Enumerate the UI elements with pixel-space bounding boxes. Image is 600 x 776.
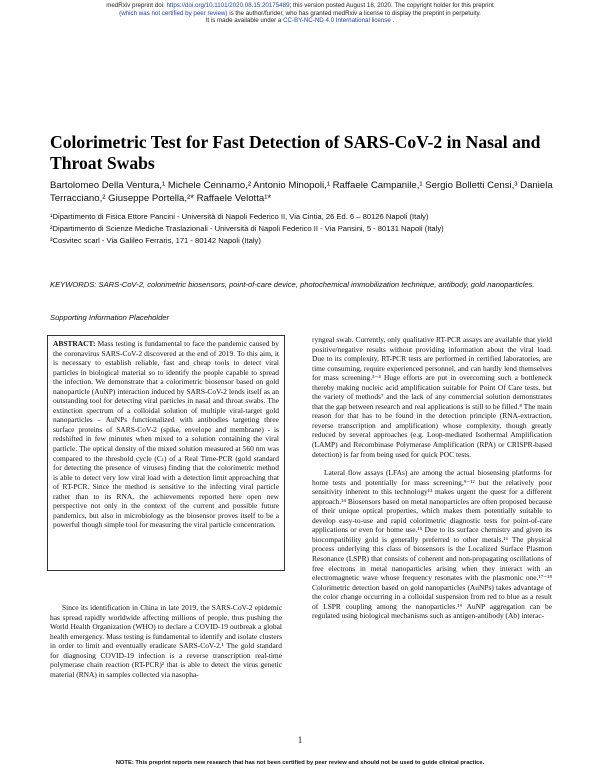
- affiliation-1: ¹Dipartimento di Fisica Ettore Pancini - Università di Napoli Federico II, Via Cintia, 26 Ed. 6 – 80126 Napoli (Italy): [50, 212, 429, 221]
- peer-review-note: (which was not certified by peer review): [119, 9, 228, 17]
- license-link[interactable]: CC-BY-NC-ND 4.0 International license: [283, 17, 391, 25]
- intro-paragraph: Since its identification in China in late 2019, the SARS-CoV-2 epidemic has spread rapidly worldwide affecting millions of people, thus pushing the World Health Organization (WHO) to declare a COVID-19 outbreak a global health emergency. Mass testing is fundamental to identify and isolate clusters in order to limit and eventually eradicate SARS-CoV-2.¹ The gold standard for diagnosing COVID-19 infection is a reverse transcription real-time polymerase chain reaction (RT-PCR)² that is able to detect the virus genetic material (RNA) in samples collected via nasopha-: [50, 603, 282, 679]
- author-list: Bartolomeo Della Ventura,¹ Michele Cennamo,² Antonio Minopoli,¹ Raffaele Campanile,¹ Sergio Bolletti Censi,³ Daniela Terracciano,² Giuseppe Portella,²* Raffaele Velotta¹*: [50, 180, 553, 204]
- page-number: 1: [297, 735, 303, 745]
- footer-note: NOTE: This preprint reports new research that has not been certified by peer review and should not be used to guide clinical practice.: [115, 760, 485, 766]
- affiliation-2: ²Dipartimento di Scienze Mediche Traslazionali - Università di Napoli Federico II - Via Pansini, 5 - 80131 Napoli (Italy): [50, 224, 444, 234]
- affiliation-3: ³Cosvitec scarl - Via Galileo Ferraris, 171 - 80142 Napoli (Italy): [50, 236, 261, 246]
- header-text: It is made available under a: [205, 17, 284, 25]
- header-text: medRxiv preprint doi:: [106, 2, 167, 9]
- header-text: .: [390, 17, 395, 25]
- preprint-header: [0, 2, 600, 25]
- supporting-info-placeholder: Supporting Information Placeholder: [50, 313, 170, 322]
- abstract-box: [47, 335, 285, 571]
- header-text: is the author/funder, who has granted medRxiv a license to display the preprint in perpetuity.: [227, 9, 481, 17]
- left-column: [50, 603, 282, 679]
- abstract-label: ABSTRACT:: [53, 339, 96, 348]
- abstract-text: Mass testing is fundamental to face the pandemic caused by the coronavirus SARS-CoV-2 discovered at the end of 2019. To this aim, it is necessary to establish reliable, fast and cheap tools to detect viral particles in biological material so to identify the people capable to spread the infection. We demonstrate that a colorimetric biosensor based on gold nanoparticle (AuNP) interaction induced by SARS-CoV-2 lends itself as an outstanding tool for detecting viral particles in nasal and throat swabs. The extinction spectrum of a colloidal solution of multiple viral-target gold nanoparticles – AuNPs functionalized with antibodies targeting three surface proteins of SARS-CoV-2 (spike, envelope and membrane) - is redshifted in few minutes when mixed to a solution containing the viral particle. The optical density of the mixed solution measured at 560 nm was compared to the threshold cycle (Cₜ) of a Real Time-PCR (gold standard for detecting the presence of viruses) finding that the colorimetric method is able to detect very low viral load with a detection limit approaching that of RT-PCR. Since the method is sensitive to the infecting viral particle rather than to its RNA, the achievements reported here open new perspective not only in the context of the current and possible future pandemics, but also in microbiology as the biosensor proves itself to be a powerful though simple tool for measuring the viral particle concentration.: [53, 339, 279, 530]
- right-column: [312, 335, 552, 725]
- paragraph-rtpcr: ryngeal swab. Currently, only qualitative RT-PCR assays are available that yield positive/negative results without providing information about the viral load. Due to its complexity, RT-PCR tests are performed in certified laboratories, are time consuming, require experienced personnel, and can hardly lend themselves for mass screening.³⁻⁴ Huge efforts are put in overcoming such a bottleneck thereby making nucleic acid amplification suitable for Point Of Care tests, but the variety of methods⁷ and the lack of any commercial solution demonstrates that the gap between research and real applications is still to be filled.⁸ The main reason for that has to be found in the detection principle (RNA-extraction, reverse transcription and amplification) whose complexity, though greatly reduced by several approaches (e.g. Loop-mediated Isothermal Amplification (LAMP) and Recombinase Polymerase Amplification (RPA) or CRISPR-based detection) is far from being used for quick POC tests.: [312, 335, 552, 459]
- paragraph-lfa: Lateral flow assays (LFAs) are among the actual biosensing platforms for home tests and potentially for mass screening,⁹⁻¹² but the relatively poor sensitivity inherent to this technology¹³ makes urgent the quest for a different approach.¹⁴ Biosensors based on metal nanoparticles are often proposed because of their unique optical properties, which makes them potentially suitable to develop easy-to-use and rapid colorimetric diagnostic tests for point-of-care applications or even for home use.¹⁵ Due to its surface chemistry and given its biocompatibility gold is generally preferred to other metals.¹⁶ The physical process underlying this class of biosensors is the Localized Surface Plasmon Resonance (LSPR) that consists of coherent and non-propagating oscillations of free electrons in metal nanoparticles arising when they interact with an electromagnetic wave whose frequency resonates with the plasmonic one.¹⁷⁻¹⁸ Colorimetric detection based on gold nanoparticles (AuNPs) takes advantage of the color change occurring in a colloidal suspension from red to blue as a result of LSPR coupling among the nanoparticles.¹⁹ AuNP aggregation can be regulated using biological mechanisms such as antigen-antibody (Ab) interac-: [312, 468, 552, 621]
- paper-title: Colorimetric Test for Fast Detection of SARS-CoV-2 in Nasal and Throat Swabs: [50, 132, 541, 173]
- header-text: ; this version posted August 18, 2020. The copyright holder for this preprint: [289, 2, 494, 9]
- doi-link[interactable]: https://doi.org/10.1101/2020.08.15.20175489: [166, 2, 290, 9]
- keywords: KEYWORDS: SARS-CoV-2, colorimetric biosensors, point-of-care device, photochemical immobilization technique, antibody, gold nanoparticles.: [50, 280, 535, 289]
- affiliations: [50, 211, 570, 248]
